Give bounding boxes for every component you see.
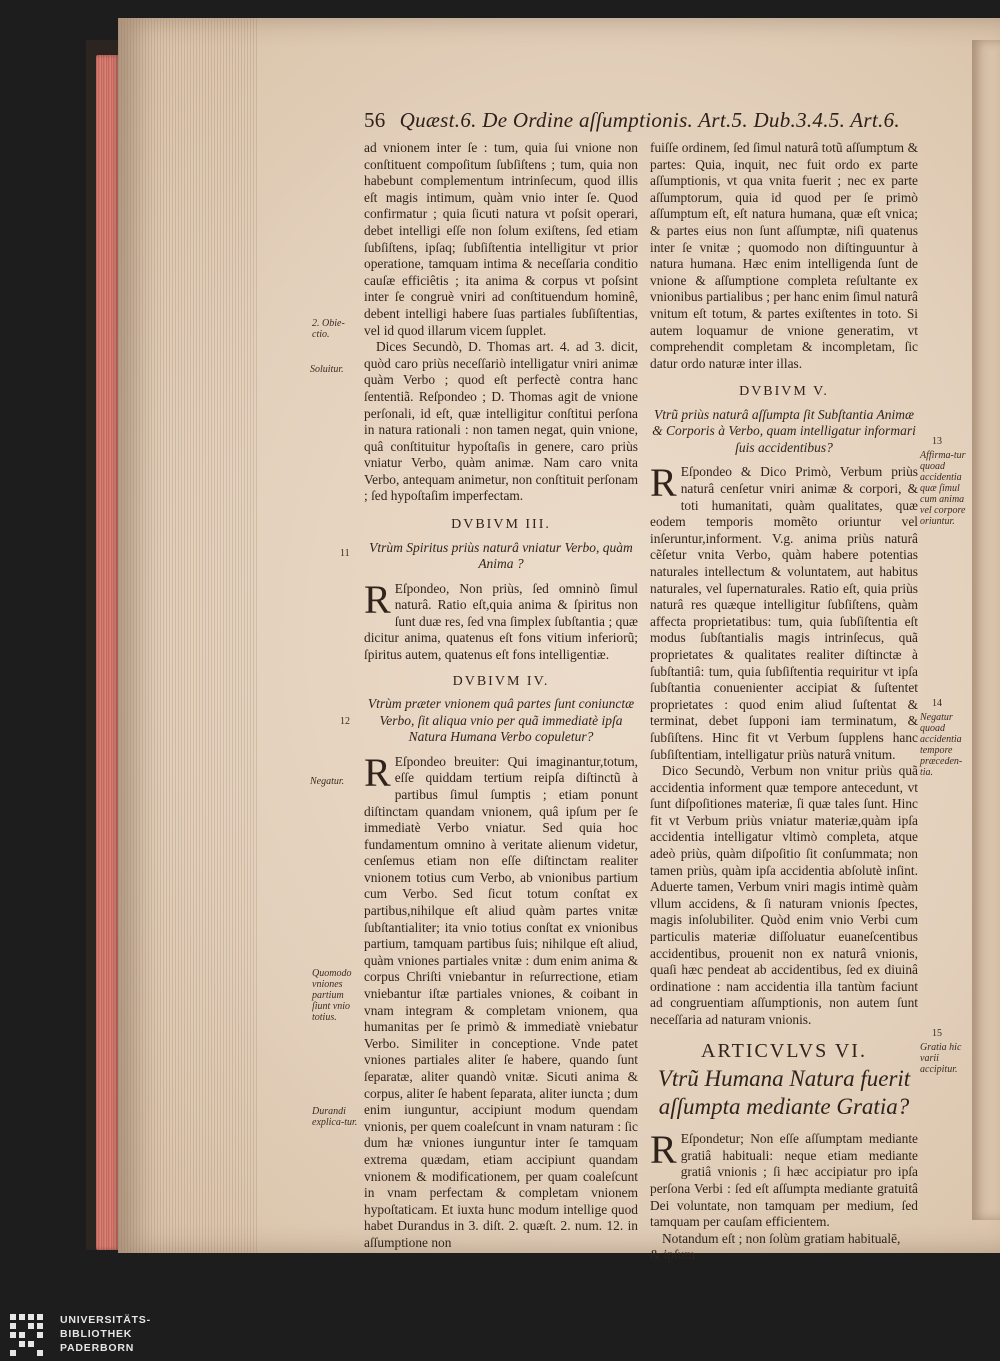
running-title: Quæst.6. De Ordine aſſumptionis. Art.5. Dub.3.4.5. Art.6. xyxy=(399,108,900,132)
dubium-5-answer: R Eſpondeo & Dico Primò, Verbum priùs naturâ cenſetur vniri animæ & corpori, & toti humanitati, quàm qualitates, quæ eodem temporis momẽto oriuntur vel inſeruntur,informent. V.g. anima priùs naturâ cẽſetur vnita Verbo, quàm habere potentias naturales intellectum & voluntatem, aut habitus naturales, vel ſupernaturales. Ratio eſt, quia priùs naturâ res quæque intelligitur ſubſiſtens, quàm affecta proprietatibus: tum, quia ſubſiſtentia eſt modus ſubſtantialis magis intrinſecus, quã proprietates & qualitates realiter diſtinctæ à ſubſtantiâ: tum, quia ſubſiſtentia requiritur vt ipſa ſubſtantia conuenienter accipiat & ſuſtentet proprietates : quod enim aliud ſuſtentat & terminat, debet ſupponi iam terminatum, & ſubſiſtens. Hinc fit vt Verbum ſupplens hanc ſubſiſtentiam, intelligatur priùs naturâ vnitum. xyxy=(650,460,918,762)
articulus-6-question: Vtrũ Humana Natura fuerit aſſumpta mediante Gratia? xyxy=(657,1066,911,1120)
library-logo xyxy=(10,1312,150,1357)
dubium-4-answer: R Eſpondeo breuiter: Qui imaginantur,totum, eſſe quiddam tertium reipſa diſtinctũ à partibus ſimul ſumptis ; etiam ponunt diſtinctam quandam vnionem, quâ ipſum per ſe immediatè Verbo vniatur. Sed quia hoc fundamentum omnino à veritate alienum videtur, cenſemus etiam non eſſe diſtinctam realiter vnionem totius cum Verbo, ab vnionibus partium cum Verbo. Sed ſicut totum conſtat ex partibus,nihilque eſt aliud quàm partes vnitæ ſubſtantialiter; ita vnio totius conſtat ex vnionibus partium, tamquam partibus ſuis; nihilque eſt aliud, quàm vniones partiales vnitæ : dum enim anima & corpus Chriſti vniebantur in reſurrectione, etiam vniebantur iſtæ partiales vniones, & coibant in vnam integram & completam vnionem, qua humanitas per ſe primò & immediatè vniebatur Verbo. Similiter in conceptione. Vnde patet vniones partiales aliter ſe habere, quando ſunt ſeparatæ, aliter quandò vnitæ. Sicuti anima & corpus, aliter ſe habent ſeparata, aliter iuncta ; dum enim iunguntur, accipiunt modum quendam vnionis, per quem coaleſcunt in vnam naturam : ſic dum hæ vniones iunguntur inter ſe tamquam extrema quædam, etiam accipiunt quandam vnionem & modificationem, per quam coaleſcunt in vnam perfectam & completam vnionem hypoſtaticam. Et iuxta hunc modum intellige quod habet Durandus in 3. diſt. 2. quæſt. 2. num. 12. in aſſumptione non xyxy=(364,749,638,1250)
left-column xyxy=(364,140,638,1252)
margin-note-negatur-2: Negatur quoad accidentia tempore præceden-tia. xyxy=(920,712,963,778)
notandum-line: Notandum eſt ; non ſolùm gratiam habitualē, xyxy=(662,1230,901,1246)
margin-note-soluitur: Soluitur. xyxy=(310,364,344,375)
dubium-3-title: DVBIVM III. xyxy=(451,517,551,533)
margin-note-durandi: Durandi explica-tur. xyxy=(312,1106,358,1128)
drop-cap: R xyxy=(364,576,391,622)
drop-cap: R xyxy=(650,460,677,506)
left-paragraph-1: ad vnionem inter ſe : tum, quia ſui vnione non conſtituent compoſitum ſubſiſtens ; tum, quia non habebunt complementum intrinſecum, quod illis eſt magis intimum, quàm vnio inter ſe. Quod confirmatur ; quia ſicuti natura vt poſsit operari, debet intelligi eſſe non ſolum exiſtens, ſed etiam ſubſiſtens, ipſaq; ſubſiſtentia intelligitur vt prior operatione, tamquam intima & neceſſaria conditio cauſæ efficiêtis ; ita anima & corpus vt poſsint inter ſe congruè vniri ad conſtituendum hominê, debent intelligi habere ſuas partiales ſubſiſtentias, vel id quod illarum vicem ſupplet. xyxy=(364,140,638,338)
dico-secundo-paragraph: Dico Secundò, Verbum non vnitur priùs quã accidentia informent quæ tempore antecedunt, vt ſunt diſpoſitiones materiæ, ſi quæ tales ſunt. Hinc fit vt Verbum priùs vniatur materiæ,quàm ipſa accidentia intelligatur vltimò completa, atque adeò priùs, quàm diſpoſitio ſit conſummata; non tamen priùs, quàm ipſa accidentia abſolutè inſint. Aduerte tamen, Verbum vniri magis intimè quàm vllum accidens, & ſi naturam vnionis ſpectes, magis inſolubiliter. Quòd enim vnio Verbi cum particulis materiæ diſſoluatur euaneſcentibus accidentibus, prouenit non ex naturâ vnionis, quaſi hæc pendeat ab accidentibus, ſed ex diuinâ ordinatione : nam accidentia illa tantùm faciunt ad congruentiam aſſumptionis, non autem ſunt neceſſaria ad naturam vnionis. xyxy=(650,763,918,1027)
margin-number-14: 14 xyxy=(932,698,942,709)
catchword: & ipſum xyxy=(650,1247,696,1263)
page-stack-shadow xyxy=(118,18,258,1253)
right-paragraph-1: fuiſſe ordinem, ſed ſimul naturâ totũ aſſumptum & partes: Quia, inquit, nec fuit ordo ex parte aſſumptionis, vt qua vnita fuerit ; nec ex parte aſſumptorum, quia id quod per ſe primò aſſumptum eſt, eſt natura humana, quæ eſt vnica; & partes eius non ſunt aſſumptæ, niſi quatenus inter ſe vnitæ ; quomodo non diſtinguuntur à natura humana. Hæc enim intelligenda ſunt de vnione & aſſumptione completa reſultante ex vnionibus partialibus ; per hanc enim ſimul naturâ vnitum eſt totum, & partes exiſtentes in toto. Si autem loquamur de vnione generatim, vt comprehendit completam & incompletam, ſic datur ordo naturæ inter illas. xyxy=(650,140,918,371)
margin-note-obiectio: 2. Obie-ctio. xyxy=(312,318,345,340)
page-number: 56 xyxy=(364,108,386,132)
articulus-6-title: ARTICVLVS VI. xyxy=(701,1039,867,1062)
dubium-3-answer: R Eſpondeo, Non priùs, ſed omninò ſimul naturâ. Ratio eſt,quia anima & ſpiritus non ſunt duæ res, ſed vna ſimplex ſubſtantia ; quæ dicitur anima, quatenus eſt fons vitium inferiorũ; ſpiritus autem, quatenus eſt fons intelligentiæ. xyxy=(364,576,638,663)
dubium-5-question: Vtrũ priùs naturâ aſſumpta ſit Subſtantia Animæ & Corporis à Verbo, quam intelligatur informari ſuis accidentibus? xyxy=(652,406,916,455)
dubium-5-title: DVBIVM V. xyxy=(739,384,829,400)
left-paragraph-2: Dices Secundò, D. Thomas art. 4. ad 3. dicit, quòd caro priùs neceſſariò intelligatur vniri animæ quàm Verbo ; quod eſt perfectè contra hanc ſententiã. Reſpondeo ; D. Thomas agit de vnione perſonali, id eſt, quæ intelligitur conſtitui perſona in natura rationali : non tamen negat, quin vnione, quâ conſtituitur hypoſtaſis in genere, caro priùs vniatur Verbo, quàm animæ. Nam caro vnita Verbo, antequam animetur, non conſtituit perſonam ; ſed hypoſtaſim imperfectam. xyxy=(364,339,638,504)
drop-cap: R xyxy=(650,1127,677,1173)
margin-number-13: 13 xyxy=(932,436,942,447)
red-page-edges xyxy=(96,55,120,1250)
dubium-3-question: Vtrùm Spiritus priùs naturâ vniatur Verbo, quàm Anima ? xyxy=(369,539,633,572)
margin-note-gratia: Gratia hic varii accipitur. xyxy=(920,1042,962,1075)
margin-note-affirmatur: Affirma-tur quoad accidentia quæ ſimul cum anima vel corpore oriuntur. xyxy=(920,450,966,527)
right-column xyxy=(650,140,918,1264)
margin-note-negatur: Negatur. xyxy=(310,776,345,787)
margin-number-11: 11 xyxy=(340,548,350,559)
margin-number-12: 12 xyxy=(340,716,350,727)
library-name-line-2: BIBLIOTHEK xyxy=(60,1328,133,1340)
dubium-4-question: Vtrùm præter vnionem quâ partes ſunt coniunctæ Verbo, ſit aliqua vnio per quã immediatè ipſa Natura Humana Verbo copuletur? xyxy=(367,696,635,745)
dubium-4-title: DVBIVM IV. xyxy=(452,673,550,689)
articulus-6-answer: R Eſpondetur; Non eſſe aſſumptam mediante gratiâ habituali: neque etiam mediante gratiâ vnionis ; ſi hæc accipiatur pro ipſa perſona Verbi : ſed eſt aſſumpta mediante gratuitâ Dei voluntate, non tamquam per medium, ſed tamquam per cauſam efficientem. xyxy=(650,1127,918,1230)
margin-note-quomodo: Quomodo vniones partium ſiunt vnio totius. xyxy=(312,968,352,1023)
library-name-line-3: PADERBORN xyxy=(60,1342,135,1354)
running-header xyxy=(364,108,924,136)
margin-number-15: 15 xyxy=(932,1028,942,1039)
library-name-line-1: UNIVERSITÄTS- xyxy=(60,1314,151,1326)
drop-cap: R xyxy=(364,749,391,795)
facing-page-edge xyxy=(972,40,1000,1220)
